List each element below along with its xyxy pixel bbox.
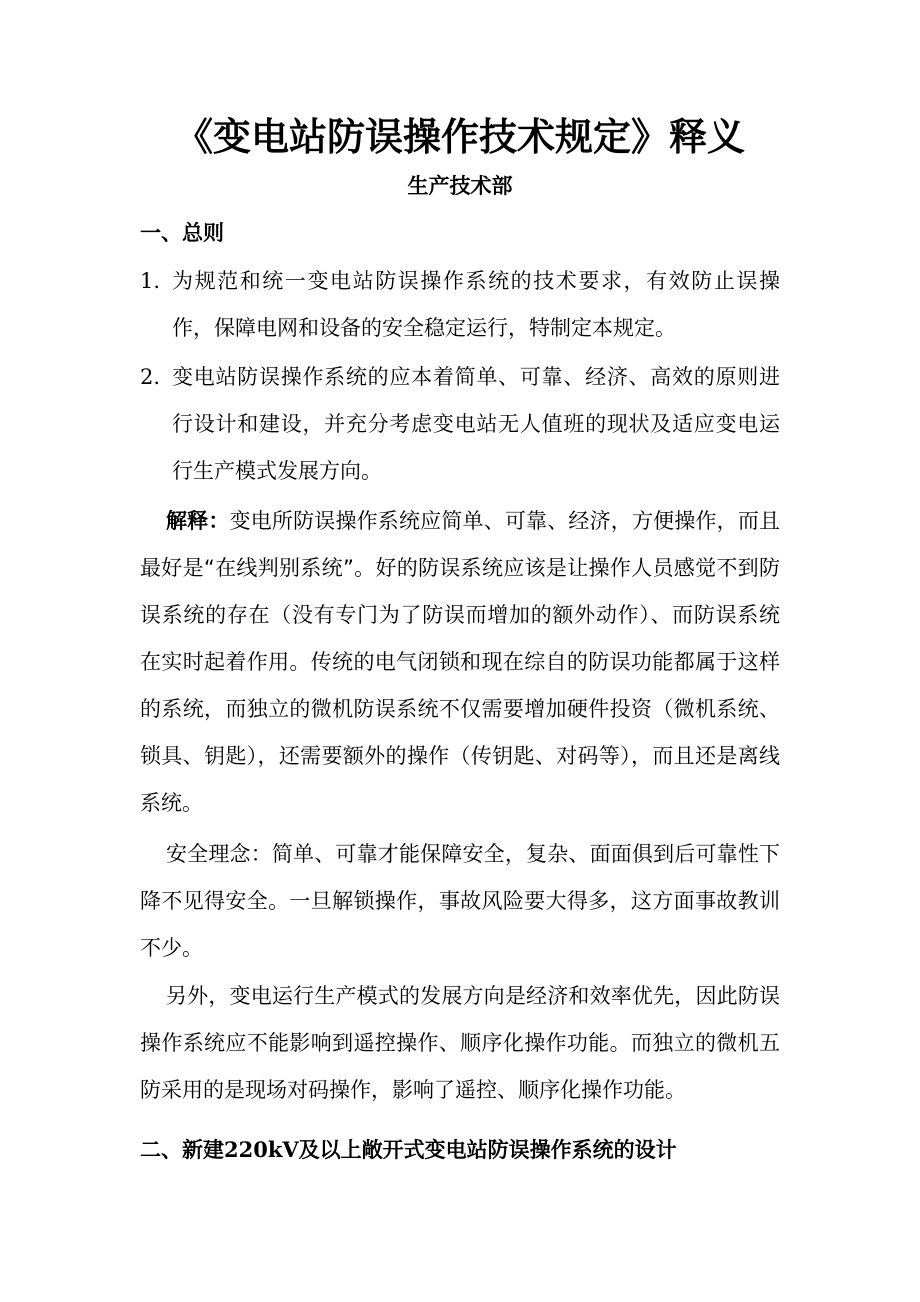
list-item-text: 变电站防误操作系统的应本着简单、可靠、经济、高效的原则进行设计和建设，并充分考虑变电站无人值班的现状及适应变电运行生产模式发展方向。 [172, 365, 780, 483]
list-item-text: 为规范和统一变电站防误操作系统的技术要求，有效防止误操作，保障电网和设备的安全稳定运行，特制定本规定。 [172, 269, 780, 340]
list-item-number: 2. [140, 365, 161, 389]
section-heading-general: 一、总则 [140, 220, 224, 245]
list-item-number: 1. [140, 269, 161, 293]
section-heading-design: 二、新建220kV及以上敞开式变电站防误操作系统的设计 [140, 1137, 677, 1162]
additional-paragraph: 另外，变电运行生产模式的发展方向是经济和效率优先，因此防误操作系统应不能影响到遥控操作、顺序化操作功能。而独立的微机五防采用的是现场对码操作，影响了遥控、顺序化操作功能。 [140, 984, 780, 1102]
list-item [140, 258, 780, 352]
explanation-label: 解释： [166, 508, 230, 533]
document-title: 《变电站防误操作技术规定》释义 [174, 114, 745, 159]
document-subtitle: 生产技术部 [407, 173, 513, 198]
list-item [140, 354, 780, 495]
safety-concept-paragraph: 安全理念：简单、可靠才能保障安全，复杂、面面俱到后可靠性下降不见得安全。一旦解锁操作，事故风险要大得多，这方面事故教训不少。 [140, 842, 780, 960]
explanation-text: 变电所防误操作系统应简单、可靠、经济，方便操作，而且最好是“在线判别系统”。好的防误系统应该是让操作人员感觉不到防误系统的存在（没有专门为了防误而增加的额外动作）、而防误系统在实时起着作用。传统的电气闭锁和现在综自的防误功能都属于这样的系统，而独立的微机防误系统不仅需要增加硬件投资（微机系统、锁具、钥匙），还需要额外的操作（传钥匙、对码等），而且还是离线系统。 [140, 509, 781, 815]
explanation-paragraph [140, 497, 780, 827]
